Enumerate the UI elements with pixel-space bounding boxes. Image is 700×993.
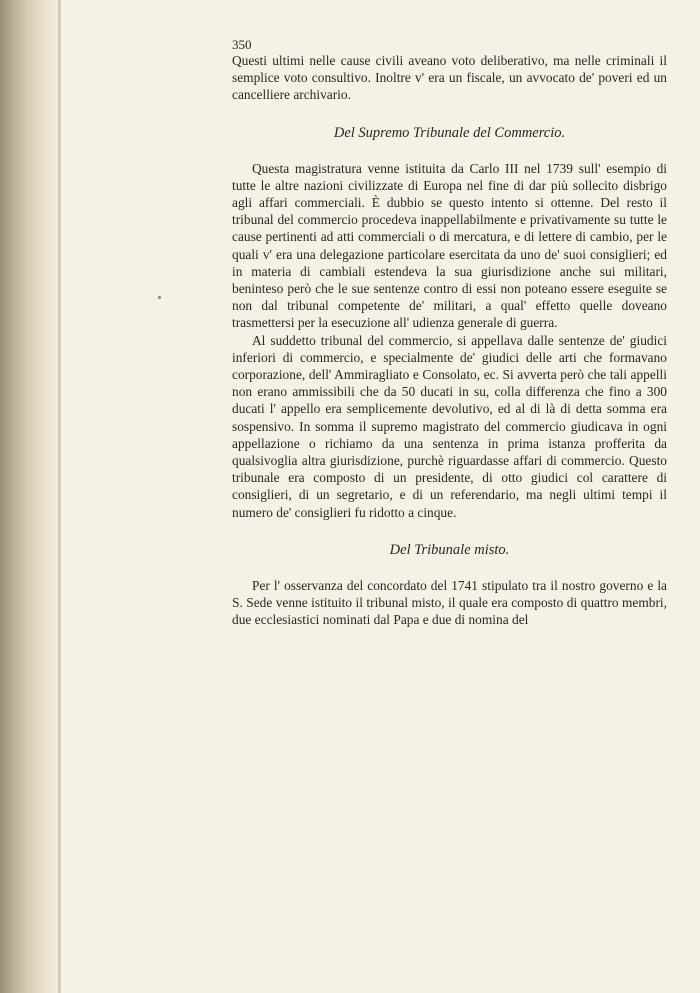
paragraph-3: Al suddetto tribunal del commercio, si appellava dalle sentenze de' giudici inferiori di commercio, e specialmente de' giudici delle arti che formavano corporazione, dell' Ammiragliato e Consolato, ec. Si avverta però che tali appelli non erano ammissibili che da 50 ducati in su, colla differenza che fino a 300 ducati l' appello era semplicemente devolutivo, ed al di là di detta somma era sospensivo. In somma il supremo magistrato del commercio giudicava in ogni appellazione o richiamo da una sentenza in prima istanza profferita da qualsivoglia altra giurisdizione, purchè riguardasse affari di commercio. Questo tribunale era composto di un presidente, di otto giudici col carattere di consiglieri, di un segretario, e di un referendario, ma negli ultimi tempi il numero de' consiglieri fu ridotto a cinque.	[232, 332, 667, 520]
ink-speck	[158, 296, 161, 299]
page-content	[232, 38, 667, 628]
paragraph-1: Questi ultimi nelle cause civili aveano voto deliberativo, ma nelle criminali il semplice voto consultivo. Inoltre v' era un fiscale, un avvocato de' poveri ed un cancelliere archivario.	[232, 53, 667, 103]
paragraph-4: Per l' osservanza del concordato del 1741 stipulato tra il nostro governo e la S. Sede venne istituito il tribunal misto, il quale era composto di quattro membri, due ecclesiastici nominati dal Papa e due di nomina del	[232, 577, 667, 628]
page-number: 350	[232, 37, 252, 52]
section-heading-misto: Del Tribunale misto.	[389, 541, 510, 558]
page-gutter-edge	[58, 0, 61, 993]
section-heading-commercio: Del Supremo Tribunale del Commercio.	[333, 124, 566, 141]
book-spine-shadow	[0, 0, 58, 993]
paragraph-2: Questa magistratura venne istituita da Carlo III nel 1739 sull' esempio di tutte le altre nazioni civilizzate di Europa nel fine di dar più sollecito disbrigo agli affari commerciali. È dubbio se questo intento si ottenne. Del resto il tribunal del commercio procedeva inappellabilmente e privativamente su tutte le cause pertinenti ad atti commerciali o di mercatura, e di lettere di cambio, per le quali v' era una delegazione particolare esercitata da uno de' suoi consiglieri; ed in materia di cambiali estendeva la sua giurisdizione anche sui militari, beninteso però che le sue sentenze contro di essi non poteano essere eseguite se non dal tribunal competente de' militari, a qual' effetto quelle doveano trasmettersi per la esecuzione all' udienza generale di guerra.	[232, 160, 667, 331]
